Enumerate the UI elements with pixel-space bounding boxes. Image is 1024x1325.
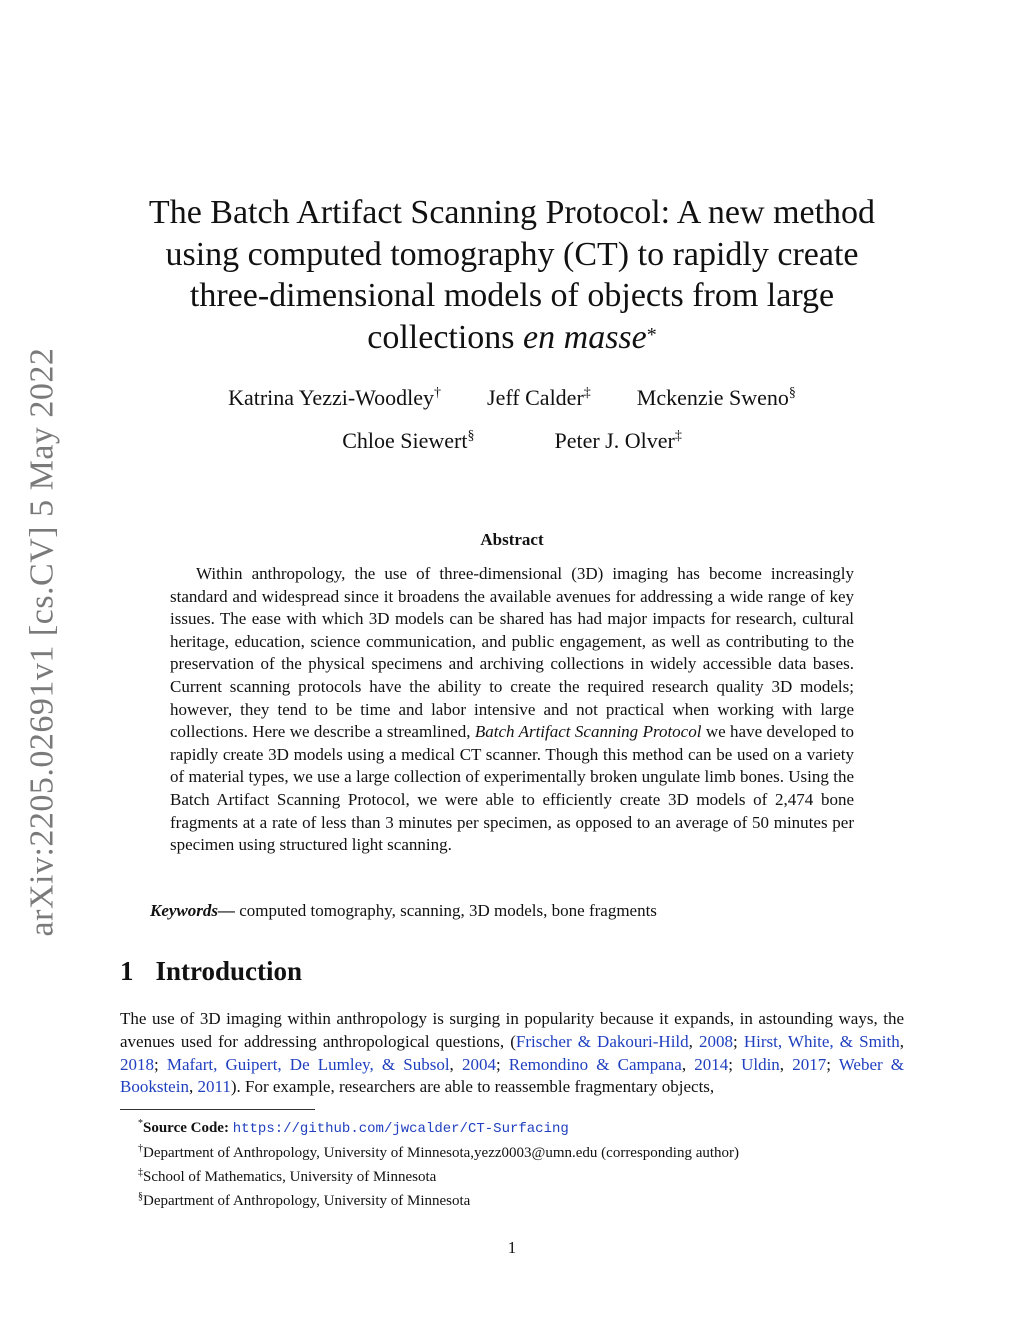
citation-sep: ; — [495, 1054, 509, 1074]
footnote — [138, 1114, 904, 1139]
intro-text-tail: ). For example, researchers are able to reassemble fragmentary objects, — [230, 1077, 715, 1097]
citation-link[interactable]: Hirst, White, & Smith — [743, 1031, 900, 1051]
intro-paragraph — [120, 1008, 904, 1099]
footnote — [138, 1139, 904, 1163]
abstract-heading: Abstract — [480, 530, 544, 549]
arxiv-identifier: arXiv:2205.02691v1 [cs.CV] 5 May 2022 — [23, 347, 61, 937]
citation-year-link[interactable]: 2014 — [694, 1054, 729, 1074]
citation-link[interactable]: Frischer & Dakouri-Hild — [515, 1031, 689, 1051]
footnote-text: Department of Anthropology, University of Minnesota,yezz0003@umn.edu (corresponding author) — [143, 1145, 740, 1161]
title-footnote-mark: * — [646, 323, 657, 346]
footnotes — [138, 1114, 904, 1211]
keywords — [150, 901, 870, 921]
citation-sep: ; — [826, 1054, 839, 1074]
citation-year-link[interactable]: 2017 — [792, 1054, 827, 1074]
abstract-body — [170, 563, 854, 857]
footnote-label: Source Code: — [143, 1120, 233, 1136]
footnote-text: Department of Anthropology, University of Minnesota — [143, 1193, 471, 1209]
author-name: Peter J. Olver — [554, 428, 675, 453]
author-affiliation-mark: † — [434, 385, 442, 401]
author — [342, 428, 474, 454]
abstract-italic-term: Batch Artifact Scanning Protocol — [474, 722, 702, 742]
page-number: 1 — [507, 1238, 517, 1257]
author-name: Jeff Calder — [487, 385, 584, 410]
keywords-label: Keywords— — [150, 901, 235, 920]
footnote-text: School of Mathematics, University of Minnesota — [143, 1169, 437, 1185]
citation-year-link[interactable]: 2018 — [120, 1054, 154, 1074]
section-heading — [120, 956, 302, 987]
author — [228, 385, 441, 411]
citation-sep: ; — [728, 1054, 742, 1074]
footnote-mark: * — [138, 1118, 143, 1129]
source-code-link[interactable]: https://github.com/jwcalder/CT-Surfacing — [232, 1121, 569, 1137]
author-name: Mckenzie Sweno — [636, 385, 789, 410]
citation-sep: , — [688, 1031, 699, 1051]
citation-link[interactable]: Weber & Bookstein — [120, 1054, 905, 1097]
footnote-mark: ‡ — [138, 1167, 143, 1178]
authors-row-1 — [120, 385, 904, 411]
title-line-1: The Batch Artifact Scanning Protocol: A new method — [148, 194, 876, 231]
citation-sep: ; — [154, 1054, 167, 1074]
citation-link[interactable]: Mafart, Guipert, De Lumley, & Subsol — [166, 1054, 450, 1074]
author-affiliation-mark: § — [467, 428, 475, 444]
title-italic-phrase: en masse — [523, 318, 647, 356]
title-line-4-text: collections — [367, 318, 524, 356]
title-line-4 — [120, 317, 904, 359]
authors-row-2 — [120, 428, 904, 454]
arxiv-sidebar — [22, 347, 62, 937]
paper-title — [120, 192, 904, 358]
footnote-mark: † — [138, 1143, 143, 1154]
author-affiliation-mark: § — [788, 385, 796, 401]
citation-sep: , — [779, 1054, 793, 1074]
footnote-mark: § — [138, 1191, 143, 1202]
author-name: Katrina Yezzi-Woodley — [228, 385, 435, 410]
title-line-2: using computed tomography (CT) to rapidly create — [165, 235, 859, 273]
citation-year-link[interactable]: 2011 — [197, 1077, 231, 1097]
abstract-text-2: we have developed to rapidly create 3D models using a medical CT scanner. Though this method can be used on a variety of material types, we use a large collection of experimentally broken ungulate limb bones. Using the Batch Artifact Scanning Protocol, we were able to efficiently create 3D models of 2,474 bone fragments at a rate of less than 3 minutes per specimen, as opposed to an average of 50 minutes per specimen using structured light scanning. — [170, 722, 855, 855]
citation-year-link[interactable]: 2004 — [461, 1054, 496, 1074]
citation-sep: , — [681, 1054, 695, 1074]
section-number: 1 — [120, 956, 134, 986]
keywords-text: computed tomography, scanning, 3D models, bone fragments — [235, 901, 657, 920]
footnote — [138, 1187, 904, 1211]
citation-link[interactable]: Uldin — [741, 1054, 780, 1074]
citation-sep: , — [899, 1031, 904, 1051]
citation-sep: ; — [733, 1031, 744, 1051]
section-title: Introduction — [155, 956, 303, 986]
citation-sep: , — [188, 1077, 198, 1097]
author-affiliation-mark: ‡ — [583, 385, 591, 401]
citation-sep: , — [449, 1054, 462, 1074]
author-affiliation-mark: ‡ — [674, 428, 682, 444]
author — [487, 385, 591, 411]
author — [637, 385, 796, 411]
footnote — [138, 1163, 904, 1187]
author — [554, 428, 681, 454]
abstract-text-1: Within anthropology, the use of three-dimensional (3D) imaging has become increasingly standard and widespread since it broadens the available avenues for addressing a wide range of key issues. The ease with which 3D models can be shared has had major impacts for research, cultural heritage, education, science communication, and public engagement, as well as contributing to the preservation of the physical specimens and archiving collections in widely accessible data bases. Current scanning protocols have the ability to create the required research quality 3D models; however, they tend to be time and labor intensive and not practical when working with large collections. Here we describe a streamlined, — [170, 564, 854, 742]
author-name: Chloe Siewert — [342, 428, 468, 453]
title-line-3: three-dimensional models of objects from large — [189, 277, 835, 314]
citation-year-link[interactable]: 2008 — [699, 1031, 733, 1051]
footnote-rule — [120, 1109, 315, 1110]
citation-link[interactable]: Remondino & Campana — [508, 1054, 682, 1074]
intro-text: The use of 3D imaging within anthropology is surging in popularity because it expands, in astounding ways, the avenues used for addressing anthropological questions, ( — [120, 1009, 904, 1051]
